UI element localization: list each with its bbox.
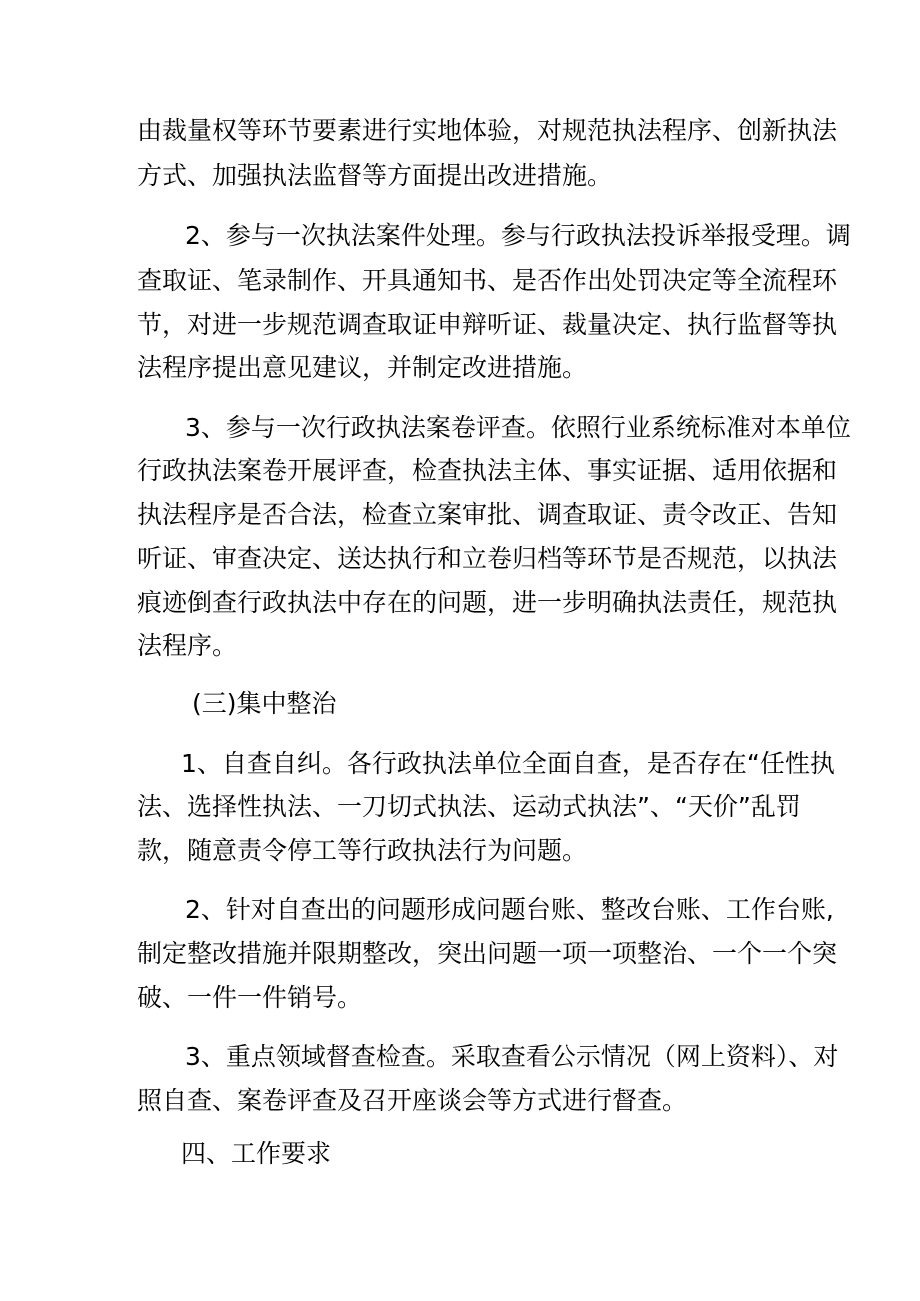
body-text-line: 1、自查自纠。各行政执法单位全面自查，是否存在“任性执 [181,749,835,778]
body-text-line: 3、参与一次行政执法案卷评查。依照行业系统标准对本单位 [185,413,851,442]
body-text-line: 破、一件一件销号。 [137,983,363,1012]
body-text-line: 行政执法案卷开展评查，检查执法主体、事实证据、适用依据和 [137,456,838,485]
body-text-line: 查取证、笔录制作、开具通知书、是否作出处罚决定等全流程环 [137,266,838,295]
body-text-line: 痕迹倒查行政执法中存在的问题，进一步明确执法责任，规范执 [137,588,838,617]
body-text-line: 照自查、案卷评查及召开座谈会等方式进行督查。 [137,1086,688,1115]
body-text-line: 节，对进一步规范调查取证申辩听证、裁量决定、执行监督等执 [137,310,838,339]
body-text-line: 法程序。 [137,631,238,660]
body-text-line: 由裁量权等环节要素进行实地体验，对规范执法程序、创新执法 [137,116,838,145]
section-heading: (三)集中整治 [192,689,337,718]
section-heading: 四、工作要求 [181,1139,332,1168]
body-text-line: 方式、加强执法监督等方面提出改进措施。 [137,161,613,190]
body-text-line: 2、针对自查出的问题形成问题台账、整改台账、工作台账, [185,895,834,924]
body-text-line: 制定整改措施并限期整改，突出问题一项一项整治、一个一个突 [137,939,838,968]
body-text-line: 法、选择性执法、一刀切式执法、运动式执法”、“天价”乱罚 [137,792,801,821]
body-text-line: 执法程序是否合法，检查立案审批、调查取证、责令改正、告知 [137,500,838,529]
body-text-line: 款，随意责令停工等行政执法行为问题。 [137,836,588,865]
body-text-line: 听证、审查决定、送达执行和立卷归档等环节是否规范，以执法 [137,544,838,573]
body-text-line: 2、参与一次执法案件处理。参与行政执法投诉举报受理。调 [185,221,851,250]
body-text-line: 3、重点领域督查检查。采取查看公示情况（网上资料）、对 [185,1042,839,1071]
body-text-line: 法程序提出意见建议，并制定改进措施。 [137,353,588,382]
